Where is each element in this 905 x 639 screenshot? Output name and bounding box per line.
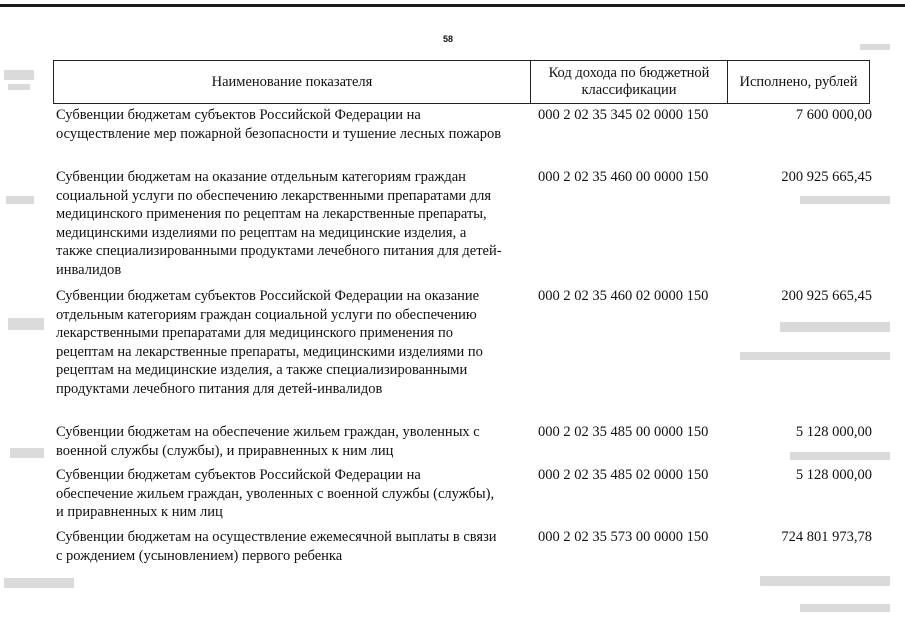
row-name-line: рецептам на медицинские изделия, а также специализированными bbox=[56, 362, 468, 378]
row-amount: 200 925 665,45 bbox=[781, 169, 872, 185]
row-code: 000 2 02 35 460 00 0000 150 bbox=[538, 169, 709, 185]
row-name-line: Субвенции бюджетам на осуществление ежемесячной выплаты в связи bbox=[56, 529, 497, 545]
row-name-line: осуществление мер пожарной безопасности и тушение лесных пожаров bbox=[56, 125, 502, 142]
row-name-line: Субвенции бюджетам субъектов Российской Федерации на оказание bbox=[56, 288, 480, 304]
row-name-line: медицинского применения по рецептам на лекарственные препараты, bbox=[56, 206, 487, 222]
row-amount: 7 600 000,00 bbox=[795, 107, 872, 123]
row-name-line: военной службы (службы), и приравненных к ним лиц bbox=[56, 442, 394, 459]
row-name-line: инвалидов bbox=[56, 261, 122, 278]
header-code bbox=[531, 61, 728, 103]
row-name bbox=[56, 466, 526, 522]
row-name bbox=[56, 423, 526, 460]
row-name bbox=[56, 528, 526, 565]
header-name: Наименование показателя bbox=[54, 61, 531, 103]
row-amount: 5 128 000,00 bbox=[795, 424, 872, 440]
row-name-line: отдельным категориям граждан социальной услуги по обеспечению bbox=[56, 306, 477, 323]
row-amount: 200 925 665,45 bbox=[781, 288, 872, 304]
page-number: 58 bbox=[442, 34, 453, 44]
row-name-line: лекарственными препаратами для медицинского применения по bbox=[56, 325, 454, 341]
row-name-line: Субвенции бюджетам субъектов Российской Федерации на bbox=[56, 107, 421, 123]
row-code: 000 2 02 35 485 02 0000 150 bbox=[538, 467, 709, 483]
row-code: 000 2 02 35 345 02 0000 150 bbox=[538, 107, 709, 123]
row-amount: 724 801 973,78 bbox=[781, 529, 872, 545]
row-name-line: обеспечение жильем граждан, уволенных с военной службы (службы), bbox=[56, 485, 495, 502]
row-name bbox=[56, 168, 526, 279]
row-name-line: и приравненных к ним лиц bbox=[56, 504, 223, 520]
table-header bbox=[53, 60, 870, 104]
row-name-line: Субвенции бюджетам на обеспечение жильем граждан, уволенных с bbox=[56, 424, 480, 440]
row-code: 000 2 02 35 573 00 0000 150 bbox=[538, 529, 709, 545]
header-amount: Исполнено, рублей bbox=[739, 73, 858, 90]
top-border-line bbox=[0, 4, 905, 7]
row-name-line: социальной услуги по обеспечению лекарственными препаратами для bbox=[56, 187, 492, 204]
row-name-line: Субвенции бюджетам субъектов Российской Федерации на bbox=[56, 467, 421, 483]
header-code-line: Код дохода по бюджетной bbox=[548, 65, 710, 81]
row-name-line: с рождением (усыновлением) первого ребенка bbox=[56, 547, 343, 564]
row-amount: 5 128 000,00 bbox=[795, 467, 872, 483]
row-name bbox=[56, 106, 526, 143]
row-name-line: также специализированными продуктами лечебного питания для детей- bbox=[56, 243, 502, 259]
row-name-line: медицинскими изделиями по рецептам на медицинские изделия, а bbox=[56, 224, 467, 241]
header-code-line: классификации bbox=[581, 82, 677, 98]
row-name-line: рецептам на лекарственные препараты, медицинскими изделиями по bbox=[56, 343, 483, 360]
row-code: 000 2 02 35 485 00 0000 150 bbox=[538, 424, 709, 440]
row-name-line: Субвенции бюджетам на оказание отдельным категориям граждан bbox=[56, 169, 466, 185]
row-code: 000 2 02 35 460 02 0000 150 bbox=[538, 288, 709, 304]
row-name bbox=[56, 287, 526, 398]
row-name-line: продуктами лечебного питания для детей-инвалидов bbox=[56, 380, 383, 397]
